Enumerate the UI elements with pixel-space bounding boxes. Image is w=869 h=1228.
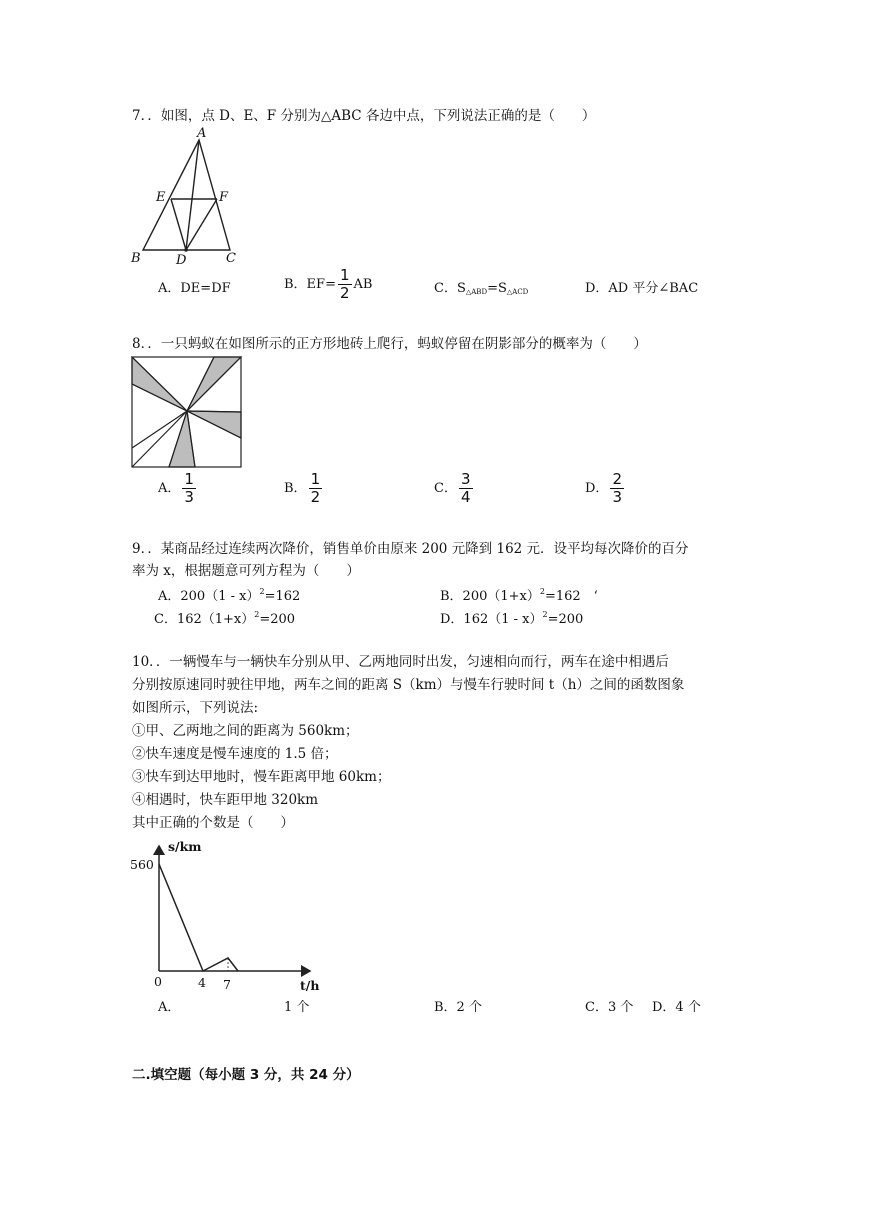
q7-stem: 7．．如图，点 D、E、F 分别为△ABC 各边中点，下列说法正确的是（ ） — [132, 108, 596, 124]
q7-option-a[interactable]: A．DE=DF — [158, 281, 231, 296]
q10-function-graph — [128, 834, 328, 994]
q7-option-c[interactable] — [434, 277, 528, 296]
y-tick-560: 560 — [130, 857, 154, 872]
q10-option-a-value[interactable]: 1 个 — [284, 1000, 310, 1015]
q9-a-text: A．200（1 - x） — [158, 589, 260, 604]
q9-b-text: B．200（1+x） — [440, 589, 540, 604]
q7-c-sub2: △ACD — [506, 288, 529, 296]
q8-d-label: D． — [585, 481, 609, 496]
q9-a-sup: 2 — [259, 587, 265, 596]
q8-stem: 8．．一只蚂蚁在如图所示的正方形地砖上爬行，蚂蚁停留在阴影部分的概率为（ ） — [132, 336, 647, 352]
q8-d-den: 3 — [612, 488, 622, 506]
q8-c-den: 4 — [460, 488, 471, 506]
q7-c-sub1: △ABD — [465, 288, 488, 296]
q8-square-tile-figure — [131, 356, 243, 468]
q9-stem-line1: 9．．某商品经过连续两次降价，销售单价由原来 200 元降到 162 元．设平均每次降价的百分 — [132, 541, 689, 557]
q7-b-num: 1 — [339, 266, 350, 284]
q7-b-den: 2 — [339, 284, 350, 302]
q8-option-b[interactable] — [284, 472, 324, 505]
q8-a-num: 1 — [184, 470, 194, 488]
q9-d-sup: 2 — [542, 610, 548, 619]
q9-option-c[interactable] — [154, 608, 295, 627]
q10-line-3: 如图所示，下列说法: — [132, 700, 259, 716]
q10-option-c[interactable]: C．3 个 — [585, 1000, 634, 1015]
q8-c-label: C． — [434, 481, 457, 496]
x-tick-7: 7 — [223, 977, 231, 992]
x-tick-4: 4 — [198, 975, 206, 990]
q8-option-d[interactable] — [585, 472, 626, 505]
q9-a-rest: =162 — [264, 589, 301, 604]
q9-option-d[interactable] — [440, 608, 583, 627]
q9-b-sup: 2 — [539, 587, 545, 596]
q7-c-prefix: C． — [434, 281, 457, 296]
distance-series-line — [159, 864, 238, 971]
q9-c-sup: 2 — [254, 610, 260, 619]
q10-line-1: 10．．一辆慢车与一辆快车分别从甲、乙两地同时出发，匀速相向而行，两车在途中相遇后 — [132, 654, 669, 670]
q10-line-6: ③快车到达甲地时，慢车距离甲地 60km； — [132, 769, 391, 785]
label-F: F — [219, 190, 229, 205]
q8-d-num: 2 — [612, 470, 622, 488]
q9-c-rest: =200 — [259, 612, 296, 627]
label-D: D — [176, 253, 187, 266]
q7-b-fraction — [338, 268, 352, 301]
q8-b-num: 1 — [310, 470, 321, 488]
q9-d-rest: =200 — [547, 612, 584, 627]
q9-d-text: D．162（1 - x） — [440, 612, 543, 627]
q9-stem-line2: 率为 x，根据题意可列方程为（ ） — [132, 563, 360, 579]
q7-c-s1: S — [456, 281, 466, 296]
label-E: E — [156, 190, 166, 205]
label-B: B — [131, 251, 141, 266]
q8-a-label: A． — [158, 481, 181, 496]
q8-c-num: 3 — [460, 470, 471, 488]
q8-b-den: 2 — [310, 488, 321, 506]
q8-c-fraction — [459, 472, 473, 505]
y-axis-label: s/km — [168, 839, 202, 854]
q8-option-a[interactable] — [158, 472, 198, 505]
q10-line-8: 其中正确的个数是（ ） — [132, 815, 294, 831]
q10-option-a[interactable]: A． — [158, 1000, 181, 1015]
q9-c-text: C．162（1+x） — [154, 612, 255, 627]
q9-b-rest: =162 ‘ — [544, 589, 598, 604]
q9-option-b[interactable] — [440, 585, 598, 604]
q7-option-d[interactable]: D．AD 平分∠BAC — [585, 281, 699, 296]
q8-option-c[interactable] — [434, 472, 475, 505]
q10-line-4: ①甲、乙两地之间的距离为 560km； — [132, 723, 359, 739]
q8-a-den: 3 — [184, 488, 194, 506]
q10-line-7: ④相遇时，快车距甲地 320km — [132, 792, 319, 808]
section-2-heading: 二.填空题（每小题 3 分，共 24 分） — [132, 1067, 360, 1083]
q8-d-fraction — [610, 472, 624, 505]
q8-a-fraction — [182, 472, 196, 505]
origin-label: 0 — [154, 974, 162, 989]
label-A: A — [197, 126, 207, 141]
q10-line-2: 分别按原速同时驶往甲地，两车之间的距离 S（km）与慢车行驶时间 t（h）之间的函数图象 — [132, 677, 685, 693]
q9-option-a[interactable] — [158, 585, 300, 604]
q7-c-eq: =S — [487, 281, 507, 296]
q7-triangle-figure — [126, 126, 246, 266]
q7-option-b[interactable] — [284, 268, 372, 301]
q8-b-label: B． — [284, 481, 307, 496]
q10-option-b[interactable]: B．2 个 — [434, 1000, 482, 1015]
q7-b-prefix: B．EF= — [284, 277, 336, 292]
label-C: C — [226, 251, 236, 266]
q10-line-5: ②快车速度是慢车速度的 1.5 倍； — [132, 746, 338, 762]
x-axis-label: t/h — [300, 978, 320, 993]
q10-option-d[interactable]: D．4 个 — [652, 1000, 701, 1015]
q8-b-fraction — [309, 472, 323, 505]
q7-b-suffix: AB — [353, 277, 373, 292]
